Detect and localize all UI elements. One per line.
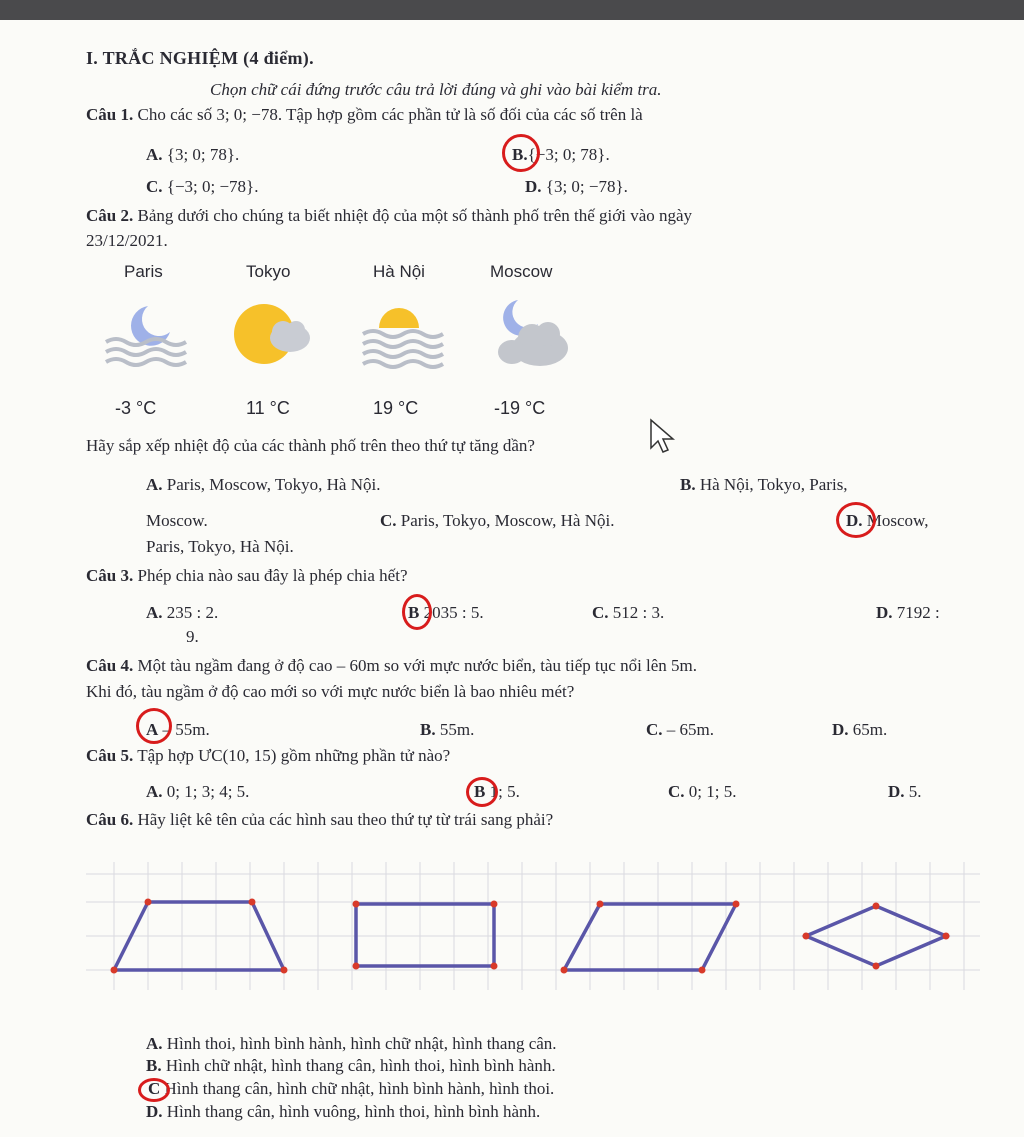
q4-a-text: – 55m.	[162, 720, 210, 739]
q6-d-text: Hình thang cân, hình vuông, hình thoi, hình bình hành.	[166, 1102, 541, 1121]
temp-tokyo: 11 °C	[246, 398, 290, 418]
q2-a-letter: A.	[146, 475, 163, 494]
q5-d-letter: D.	[888, 782, 905, 801]
q3-b-letter: B	[408, 603, 420, 622]
moon-fog-icon	[100, 300, 190, 370]
q6-text: Hãy liệt kê tên của các hình sau theo thứ tự từ trái sang phải?	[137, 810, 554, 829]
temp-moscow: -19 °C	[494, 398, 546, 418]
q3-option-c[interactable]	[592, 603, 664, 623]
q5-option-c[interactable]	[668, 782, 736, 802]
q5-label: Câu 5.	[86, 746, 134, 765]
q4-option-b[interactable]	[420, 720, 474, 740]
q4-d-text: 65m.	[852, 720, 888, 739]
q5-c-letter: C.	[668, 782, 685, 801]
q4-text-line1: Một tàu ngầm đang ở độ cao – 60m so với mực nước biển, tàu tiếp tục nổi lên 5m.	[137, 656, 698, 675]
q2-a-text: Paris, Moscow, Tokyo, Hà Nội.	[166, 475, 381, 494]
q2-date: 23/12/2021.	[86, 231, 168, 250]
q2-b-cont: Moscow.	[146, 511, 208, 530]
q4-text-line2: Khi đó, tàu ngầm ở độ cao mới so với mực nước biển là bao nhiêu mét?	[86, 682, 575, 701]
q4-c-text: – 65m.	[666, 720, 715, 739]
q2-d-cont: Paris, Tokyo, Hà Nội.	[146, 537, 294, 556]
q6-stem	[86, 810, 553, 830]
q5-answer-circle	[466, 777, 498, 807]
q2-b-text: Hà Nội, Tokyo, Paris,	[699, 475, 848, 494]
q3-d-cont: 9.	[186, 627, 199, 646]
q1-d-letter: D.	[525, 177, 542, 196]
q6-b-letter: B.	[146, 1056, 162, 1075]
q5-a-text: 0; 1; 3; 4; 5.	[166, 782, 250, 801]
q1-text: Cho các số 3; 0; −78. Tập hợp gồm các phần tử là số đối của các số trên là	[137, 105, 643, 124]
q2-d-text: Moscow,	[866, 511, 929, 530]
q2-question: Hãy sắp xếp nhiệt độ của các thành phố trên theo thứ tự tăng dần?	[86, 436, 535, 455]
temp-paris: -3 °C	[115, 398, 157, 418]
q3-b-text: 2035 : 5.	[423, 603, 484, 622]
q5-option-d[interactable]	[888, 782, 922, 802]
q5-b-letter: B	[474, 782, 486, 801]
shapes-figure	[86, 862, 980, 990]
q1-c-text: {−3; 0; −78}.	[166, 177, 259, 196]
q5-a-letter: A.	[146, 782, 163, 801]
q6-answer-circle	[138, 1078, 170, 1102]
q2-b-letter: B.	[680, 475, 696, 494]
q3-a-letter: A.	[146, 603, 163, 622]
rectangle-shape	[356, 904, 494, 966]
section-title: I. TRẮC NGHIỆM (4 điểm).	[86, 48, 314, 68]
q6-b-text: Hình chữ nhật, hình thang cân, hình thoi, hình bình hành.	[165, 1056, 556, 1075]
q1-answer-circle	[502, 134, 540, 172]
q3-d-letter: D.	[876, 603, 893, 622]
temp-hanoi: 19 °C	[373, 398, 419, 418]
q3-label: Câu 3.	[86, 566, 134, 585]
q4-c-letter: C.	[646, 720, 663, 739]
q6-c-letter: C	[148, 1079, 161, 1098]
q1-label: Câu 1.	[86, 105, 134, 124]
q2-option-a[interactable]	[146, 475, 380, 495]
q1-stem	[86, 105, 643, 125]
q1-option-a[interactable]	[146, 145, 239, 165]
q4-answer-circle	[136, 708, 172, 744]
sun-cloud-icon	[228, 298, 318, 372]
moon-cloud-icon	[488, 296, 578, 372]
instruction: Chọn chữ cái đứng trước câu trả lời đúng và ghi vào bài kiểm tra.	[210, 80, 662, 99]
q1-c-letter: C.	[146, 177, 163, 196]
window-top-bar	[0, 0, 1024, 20]
q1-a-letter: A.	[146, 145, 163, 164]
q4-d-letter: D.	[832, 720, 849, 739]
q6-option-b[interactable]	[146, 1056, 556, 1076]
q1-option-d[interactable]	[525, 177, 628, 197]
q1-b-text: {−3; 0; 78}.	[527, 145, 610, 164]
q5-b-text: 1; 5.	[489, 782, 520, 801]
q2-d-letter: D.	[846, 511, 863, 530]
q1-a-text: {3; 0; 78}.	[166, 145, 240, 164]
q3-stem	[86, 566, 408, 586]
q5-stem	[86, 746, 450, 766]
city-hanoi: Hà Nội	[373, 262, 425, 281]
q2-answer-circle	[836, 502, 876, 538]
q2-option-b[interactable]	[680, 475, 848, 495]
q6-c-text: Hình thang cân, hình chữ nhật, hình bình hành, hình thoi.	[164, 1079, 555, 1098]
q4-option-c[interactable]	[646, 720, 714, 740]
q6-d-letter: D.	[146, 1102, 163, 1121]
city-paris: Paris	[124, 262, 163, 281]
q3-c-letter: C.	[592, 603, 609, 622]
q4-option-d[interactable]	[832, 720, 887, 740]
q5-d-text: 5.	[908, 782, 922, 801]
q2-option-c[interactable]	[380, 511, 614, 531]
q1-b-letter: B.	[512, 145, 528, 164]
q2-c-text: Paris, Tokyo, Moscow, Hà Nội.	[400, 511, 615, 530]
q4-stem	[86, 656, 697, 676]
q6-option-a[interactable]	[146, 1034, 557, 1054]
q6-a-text: Hình thoi, hình bình hành, hình chữ nhật, hình thang cân.	[166, 1034, 557, 1053]
q6-option-c[interactable]	[148, 1079, 554, 1099]
q4-b-text: 55m.	[439, 720, 475, 739]
q3-d-text: 7192 :	[896, 603, 940, 622]
q3-a-text: 235 : 2.	[166, 603, 219, 622]
q3-text: Phép chia nào sau đây là phép chia hết?	[137, 566, 408, 585]
q5-c-text: 0; 1; 5.	[688, 782, 737, 801]
mouse-cursor-icon	[648, 418, 678, 454]
q4-label: Câu 4.	[86, 656, 134, 675]
q6-label: Câu 6.	[86, 810, 134, 829]
q1-d-text: {3; 0; −78}.	[545, 177, 628, 196]
q2-stem	[86, 206, 692, 226]
q3-option-d[interactable]	[876, 603, 940, 623]
sun-haze-icon	[355, 300, 445, 370]
q6-a-letter: A.	[146, 1034, 163, 1053]
q5-option-a[interactable]	[146, 782, 249, 802]
q3-c-text: 512 : 3.	[612, 603, 665, 622]
q2-label: Câu 2.	[86, 206, 134, 225]
city-tokyo: Tokyo	[246, 262, 291, 281]
q4-b-letter: B.	[420, 720, 436, 739]
q3-option-a[interactable]	[146, 603, 218, 623]
q4-a-letter: A	[146, 720, 159, 739]
q1-option-c[interactable]	[146, 177, 258, 197]
q3-answer-circle	[402, 594, 432, 630]
q2-c-letter: C.	[380, 511, 397, 530]
q6-option-d[interactable]	[146, 1102, 540, 1122]
q5-text: Tập hợp ƯC(10, 15) gồm những phần tử nào?	[137, 746, 451, 765]
city-moscow: Moscow	[490, 262, 553, 281]
q2-text-line1: Bảng dưới cho chúng ta biết nhiệt độ của một số thành phố trên thế giới vào ngày	[137, 206, 693, 225]
